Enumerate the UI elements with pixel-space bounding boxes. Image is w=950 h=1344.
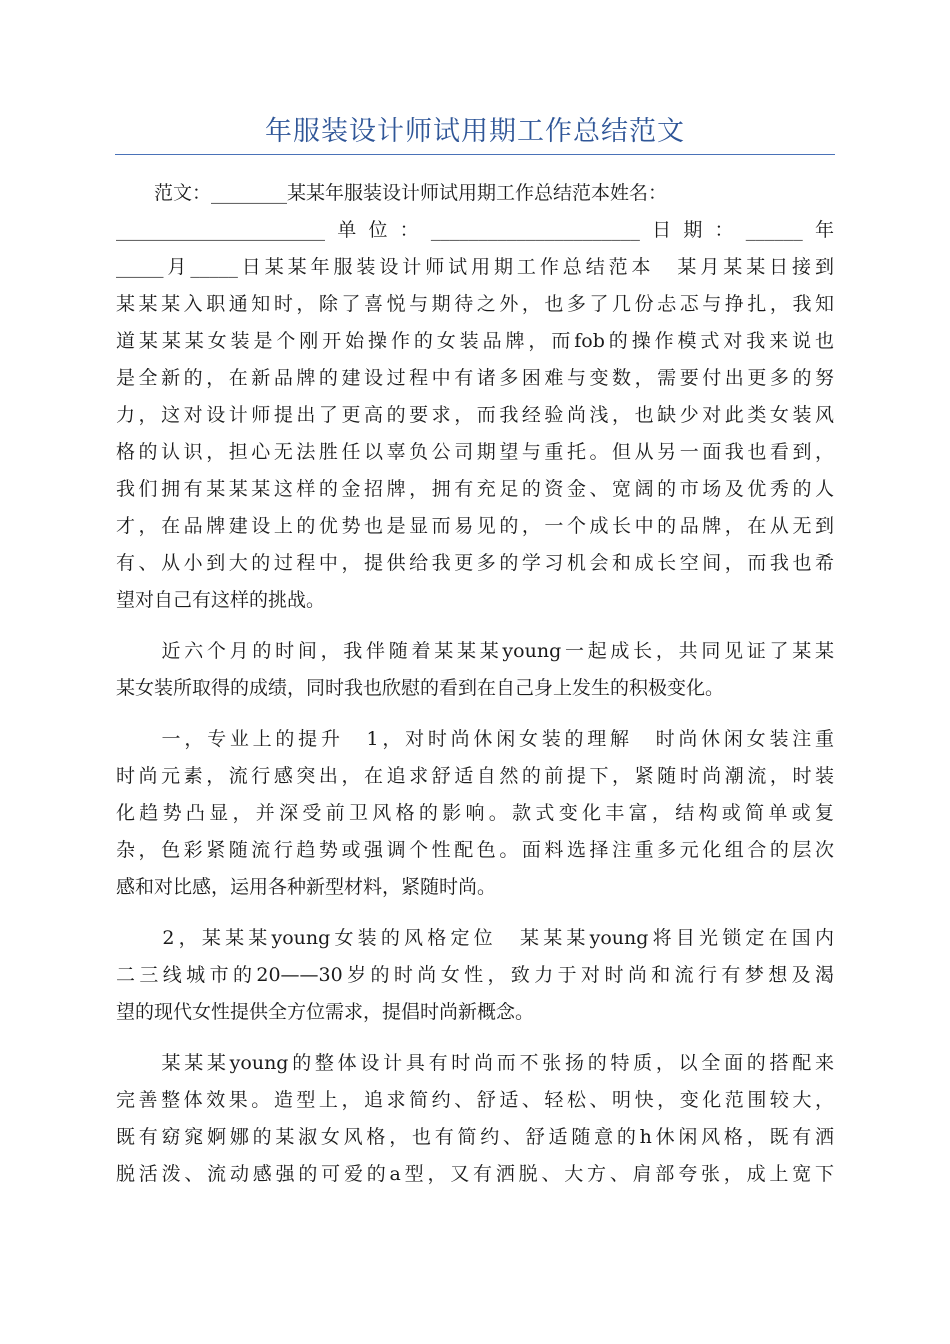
paragraph (116, 920, 834, 1031)
paragraph (116, 175, 834, 619)
text-line: 有、从小到大的过程中，提供给我更多的学习机会和成长空间，而我也希 (116, 552, 834, 574)
text-line: 二三线城市的20——30岁的时尚女性，致力于对时尚和流行有梦想及渴 (116, 964, 834, 986)
paragraph (116, 1045, 834, 1193)
paragraph (116, 633, 834, 707)
text-line: 道某某某女装是个刚开始操作的女装品牌，而fob的操作模式对我来说也 (116, 330, 834, 352)
text-line: 一，专业上的提升 1，对时尚休闲女装的理解 时尚休闲女装注重 (116, 728, 834, 750)
text-line: 望的现代女性提供全方位需求，提倡时尚新概念。 (116, 1001, 535, 1023)
paragraph (116, 721, 834, 906)
text-line: 范文：________某某年服装设计师试用期工作总结范本姓名： (116, 182, 668, 204)
text-line: 力，这对设计师提出了更高的要求，而我经验尚浅，也缺少对此类女装风 (116, 404, 834, 426)
text-line: 时尚元素，流行感突出，在追求舒适自然的前提下，紧随时尚潮流，时装 (116, 765, 834, 787)
text-line: 才，在品牌建设上的优势也是显而易见的，一个成长中的品牌，在从无到 (116, 515, 834, 537)
text-line: ______________________单位：______________________日期：______年 (116, 219, 834, 241)
text-line: 是全新的，在新品牌的建设过程中有诸多困难与变数，需要付出更多的努 (116, 367, 834, 389)
text-line: _____月_____日某某年服装设计师试用期工作总结范本 某月某某日接到 (116, 256, 834, 278)
text-line: 杂，色彩紧随流行趋势或强调个性配色。面料选择注重多元化组合的层次 (116, 839, 834, 861)
text-line: 脱活泼、流动感强的可爱的a型，又有洒脱、大方、肩部夸张，成上宽下 (116, 1163, 834, 1185)
text-line: 完善整体效果。造型上，追求简约、舒适、轻松、明快，变化范围较大， (116, 1089, 834, 1111)
title-underline (115, 154, 835, 155)
text-line: 我们拥有某某某这样的金招牌，拥有充足的资金、宽阔的市场及优秀的人 (116, 478, 834, 500)
text-line: 2，某某某young女装的风格定位 某某某young将目光锁定在国内 (116, 927, 834, 949)
text-line: 既有窈窕婀娜的某淑女风格，也有简约、舒适随意的h休闲风格，既有洒 (116, 1126, 834, 1148)
text-line: 某女装所取得的成绩，同时我也欣慰的看到在自己身上发生的积极变化。 (116, 677, 725, 699)
document-body (116, 175, 834, 1193)
text-line: 感和对比感，运用各种新型材料，紧随时尚。 (116, 876, 497, 898)
document-title: 年服装设计师试用期工作总结范文 (265, 116, 685, 147)
text-line: 望对自己有这样的挑战。 (116, 589, 326, 611)
text-line: 近六个月的时间，我伴随着某某某young一起成长，共同见证了某某 (116, 640, 834, 662)
text-line: 某某某入职通知时，除了喜悦与期待之外，也多了几份忐忑与挣扎，我知 (116, 293, 834, 315)
text-line: 某某某young的整体设计具有时尚而不张扬的特质，以全面的搭配来 (116, 1052, 834, 1074)
text-line: 化趋势凸显，并深受前卫风格的影响。款式变化丰富，结构或简单或复 (116, 802, 834, 824)
text-line: 格的认识，担心无法胜任以辜负公司期望与重托。但从另一面我也看到， (116, 441, 834, 463)
